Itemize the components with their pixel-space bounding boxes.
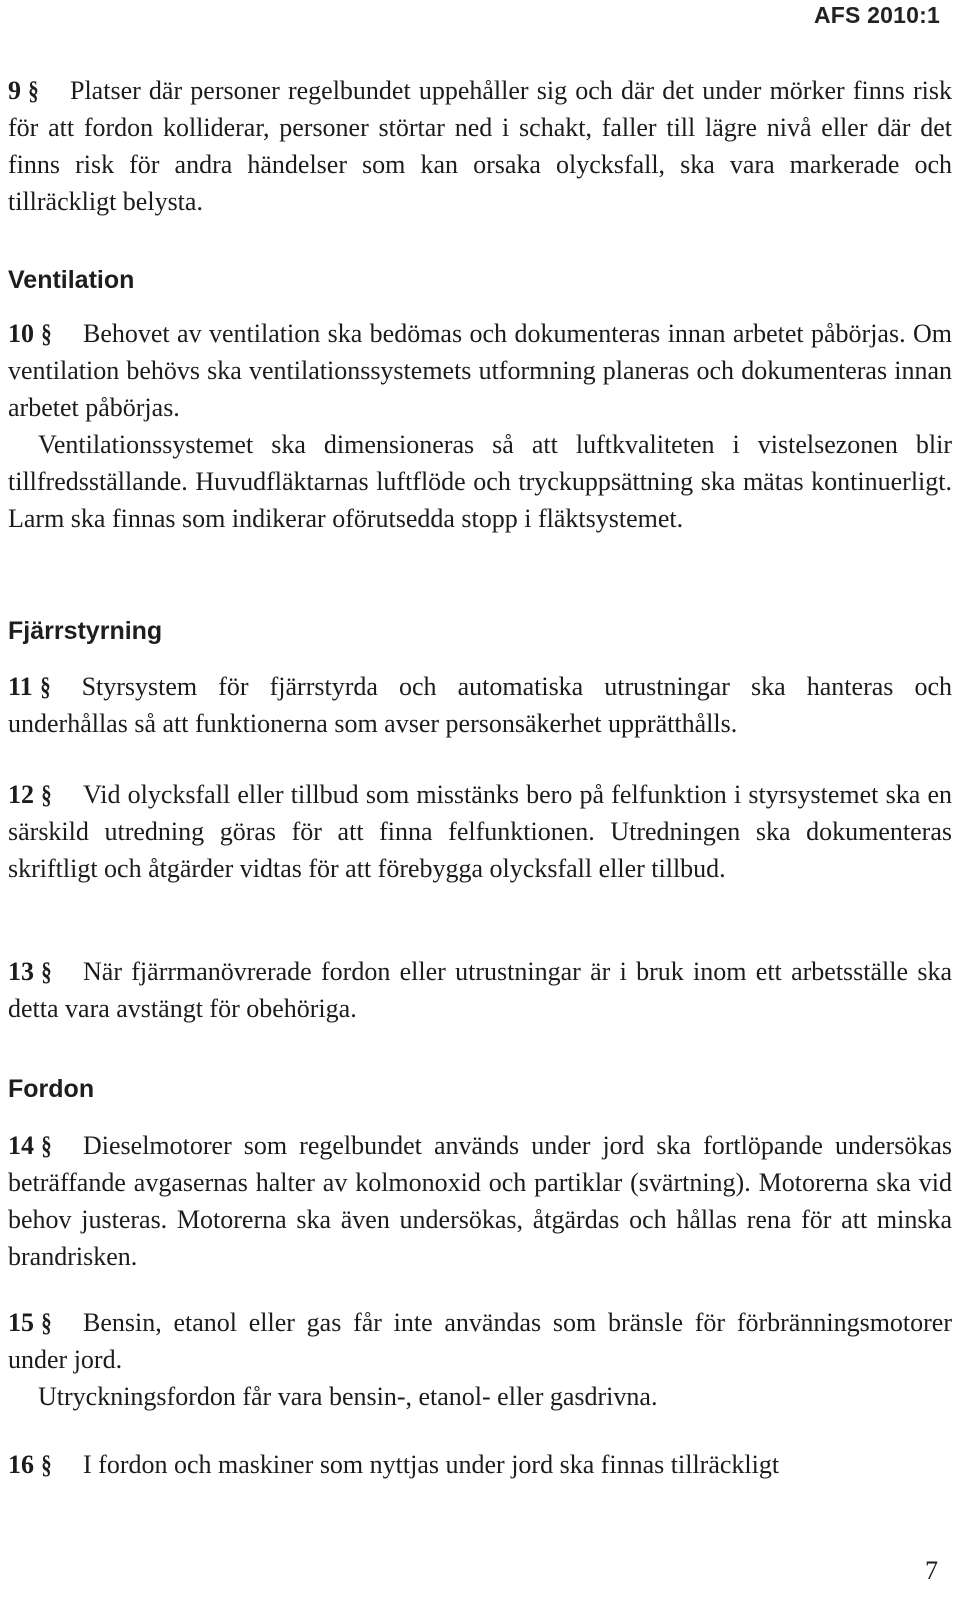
section-16	[8, 1446, 952, 1483]
section-continuation: Utryckningsfordon får vara bensin-, etanol- eller gasdrivna.	[38, 1382, 658, 1411]
section-text: Bensin, etanol eller gas får inte användas som bränsle för förbränningsmotorer under jord.	[8, 1308, 952, 1374]
section-text: Platser där personer regelbundet uppehåller sig och där det under mörker finns risk för att fordon kolliderar, personer störtar ned i schakt, faller till lägre nivå eller där det finns risk för andra händelser som kan orsaka olycksfall, ska vara markerade och tillräckligt belysta.	[8, 76, 952, 216]
section-11	[8, 668, 952, 742]
section-symbol: §	[41, 780, 52, 809]
section-text: Vid olycksfall eller tillbud som misstänks bero på felfunktion i styrsystemet ska en särskild utredning göras för att finna felfunktionen. Utredningen ska dokumenteras skriftligt och åtgärder vidtas för att förebygga olycksfall eller tillbud.	[8, 780, 952, 883]
section-13	[8, 953, 952, 1027]
section-number: 16	[8, 1450, 34, 1479]
section-number: 12	[8, 780, 34, 809]
section-number: 14	[8, 1131, 34, 1160]
section-text: Behovet av ventilation ska bedömas och dokumenteras innan arbetet påbörjas. Om ventilation behövs ska ventilationssystemets utformning planeras och dokumenteras innan arbetet påbörjas.	[8, 319, 952, 422]
section-symbol: §	[41, 957, 52, 986]
section-number: 10	[8, 319, 34, 348]
page-number: 7	[925, 1556, 938, 1585]
section-symbol: §	[41, 1308, 52, 1337]
section-9	[8, 72, 952, 220]
document-id: AFS 2010:1	[813, 2, 940, 28]
section-symbol: §	[41, 1450, 52, 1479]
section-symbol: §	[39, 672, 51, 701]
section-symbol: §	[41, 1131, 52, 1160]
section-symbol: §	[28, 76, 39, 105]
section-symbol: §	[41, 319, 52, 348]
heading-fjarrstyrning: Fjärrstyrning	[8, 617, 163, 645]
heading-fordon: Fordon	[8, 1075, 95, 1103]
section-number: 11	[8, 672, 33, 701]
section-number: 9	[8, 76, 21, 105]
section-text: Dieselmotorer som regelbundet används under jord ska fortlöpande undersökas beträffande avgasernas halter av kolmonoxid och partiklar (svärtning). Motorerna ska vid behov justeras. Motorerna ska även undersökas, åtgärdas och hållas rena för att minska brandrisken.	[8, 1131, 952, 1271]
section-text: I fordon och maskiner som nyttjas under jord ska finnas tillräckligt	[83, 1450, 780, 1479]
section-15	[8, 1304, 952, 1415]
section-number: 15	[8, 1308, 34, 1337]
section-text: Styrsystem för fjärrstyrda och automatiska utrustningar ska hanteras och underhållas så att funktionerna som avser personsäkerhet upprätthålls.	[8, 672, 952, 738]
heading-ventilation: Ventilation	[8, 266, 135, 294]
section-14	[8, 1127, 952, 1275]
section-number: 13	[8, 957, 34, 986]
section-continuation: Ventilationssystemet ska dimensioneras så att luftkvaliteten i vistelsezonen blir tillfredsställande. Huvudfläktarnas luftflöde och tryckuppsättning ska mätas kontinuerligt. Larm ska finnas som indikerar oförutsedda stopp i fläktsystemet.	[8, 430, 952, 533]
section-text: När fjärrmanövrerade fordon eller utrustningar är i bruk inom ett arbetsställe ska detta vara avstängt för obehöriga.	[8, 957, 952, 1023]
section-10	[8, 315, 952, 537]
section-12	[8, 776, 952, 887]
